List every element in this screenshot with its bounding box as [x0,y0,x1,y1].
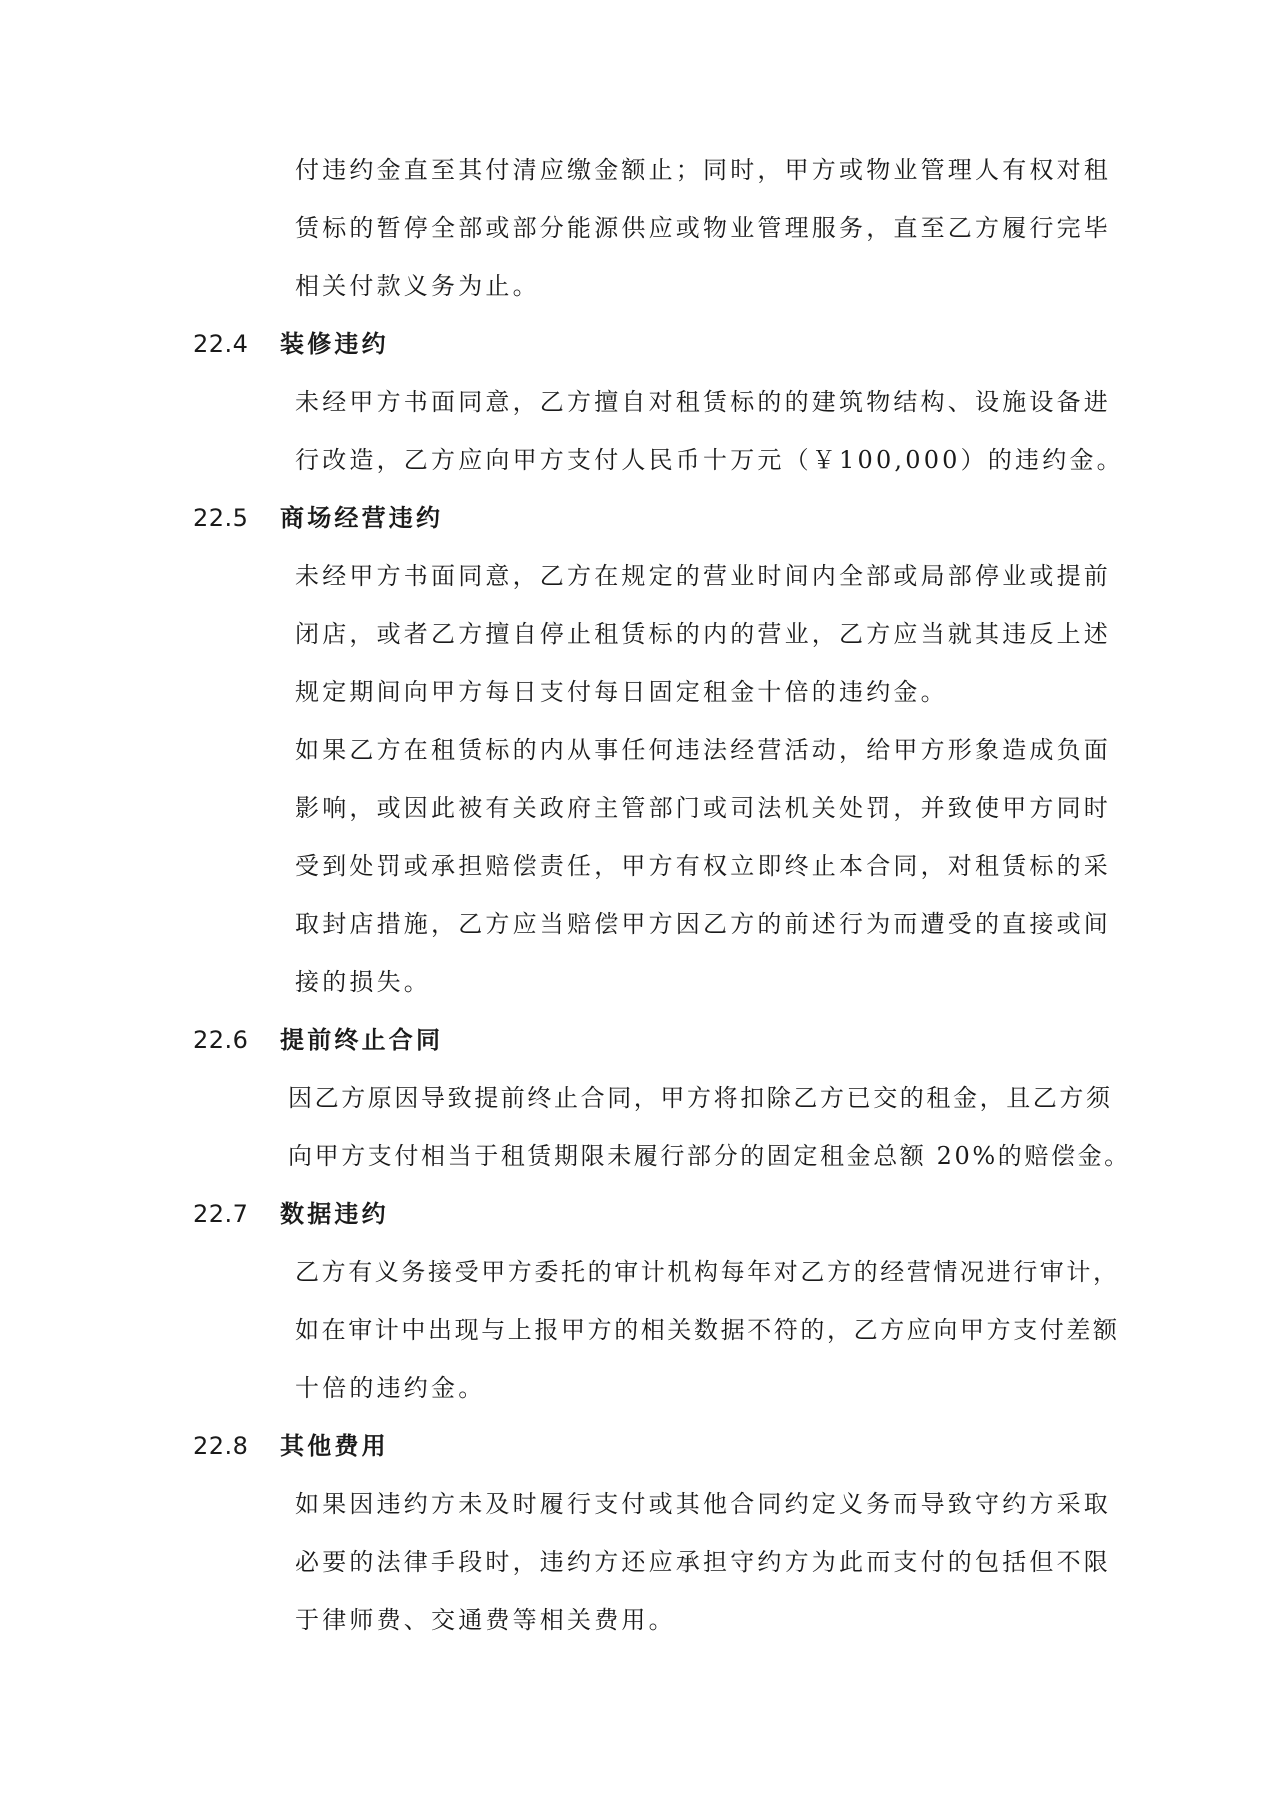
section-22-7-title: 数据违约 [280,1199,389,1228]
intro-line-1: 付违约金直至其付清应缴金额止；同时，甲方或物业管理人有权对租 [295,156,1111,184]
section-22-5-line-4: 如果乙方在租赁标的内从事任何违法经营活动，给甲方形象造成负面 [295,736,1111,764]
intro-line-3: 相关付款义务为止。 [295,272,540,300]
section-22-6-title: 提前终止合同 [280,1025,444,1054]
section-22-8-number: 22.8 [193,1432,249,1460]
section-22-5-line-3: 规定期间向甲方每日支付每日固定租金十倍的违约金。 [295,678,948,706]
section-22-5-line-1: 未经甲方书面同意，乙方在规定的营业时间内全部或局部停业或提前 [295,562,1111,590]
section-22-7-number: 22.7 [193,1200,249,1228]
section-22-4-number: 22.4 [193,330,249,358]
section-22-4-title: 装修违约 [280,329,389,358]
section-22-5-line-6: 受到处罚或承担赔偿责任，甲方有权立即终止本合同，对租赁标的采 [295,852,1111,880]
section-22-5-number: 22.5 [193,504,249,532]
section-22-7-line-1: 乙方有义务接受甲方委托的审计机构每年对乙方的经营情况进行审计， [295,1258,1120,1286]
section-22-5-line-8: 接的损失。 [295,968,431,996]
section-22-8-line-3: 于律师费、交通费等相关费用。 [295,1606,676,1634]
section-22-6-line-2: 向甲方支付相当于租赁期限未履行部分的固定租金总额 20%的赔偿金。 [288,1142,1131,1170]
section-22-6-line-1: 因乙方原因导致提前终止合同，甲方将扣除乙方已交的租金，且乙方须 [288,1084,1113,1112]
section-22-5-line-2: 闭店，或者乙方擅自停止租赁标的内的营业，乙方应当就其违反上述 [295,620,1111,648]
section-22-5-title: 商场经营违约 [280,503,444,532]
section-22-7-line-3: 十倍的违约金。 [295,1374,486,1402]
section-22-8-line-2: 必要的法律手段时，违约方还应承担守约方为此而支付的包括但不限 [295,1548,1111,1576]
section-22-4-line-2: 行改造，乙方应向甲方支付人民币十万元（￥100,000）的违约金。 [295,446,1124,474]
intro-line-2: 赁标的暂停全部或部分能源供应或物业管理服务，直至乙方履行完毕 [295,214,1111,242]
section-22-7-line-2: 如在审计中出现与上报甲方的相关数据不符的，乙方应向甲方支付差额 [295,1316,1120,1344]
section-22-4-line-1: 未经甲方书面同意，乙方擅自对租赁标的的建筑物结构、设施设备进 [295,388,1111,416]
section-22-5-line-5: 影响，或因此被有关政府主管部门或司法机关处罚，并致使甲方同时 [295,794,1111,822]
section-22-8-line-1: 如果因违约方未及时履行支付或其他合同约定义务而导致守约方采取 [295,1490,1111,1518]
section-22-5-line-7: 取封店措施，乙方应当赔偿甲方因乙方的前述行为而遭受的直接或间 [295,910,1111,938]
section-22-6-number: 22.6 [193,1026,249,1054]
section-22-8-title: 其他费用 [280,1431,389,1460]
